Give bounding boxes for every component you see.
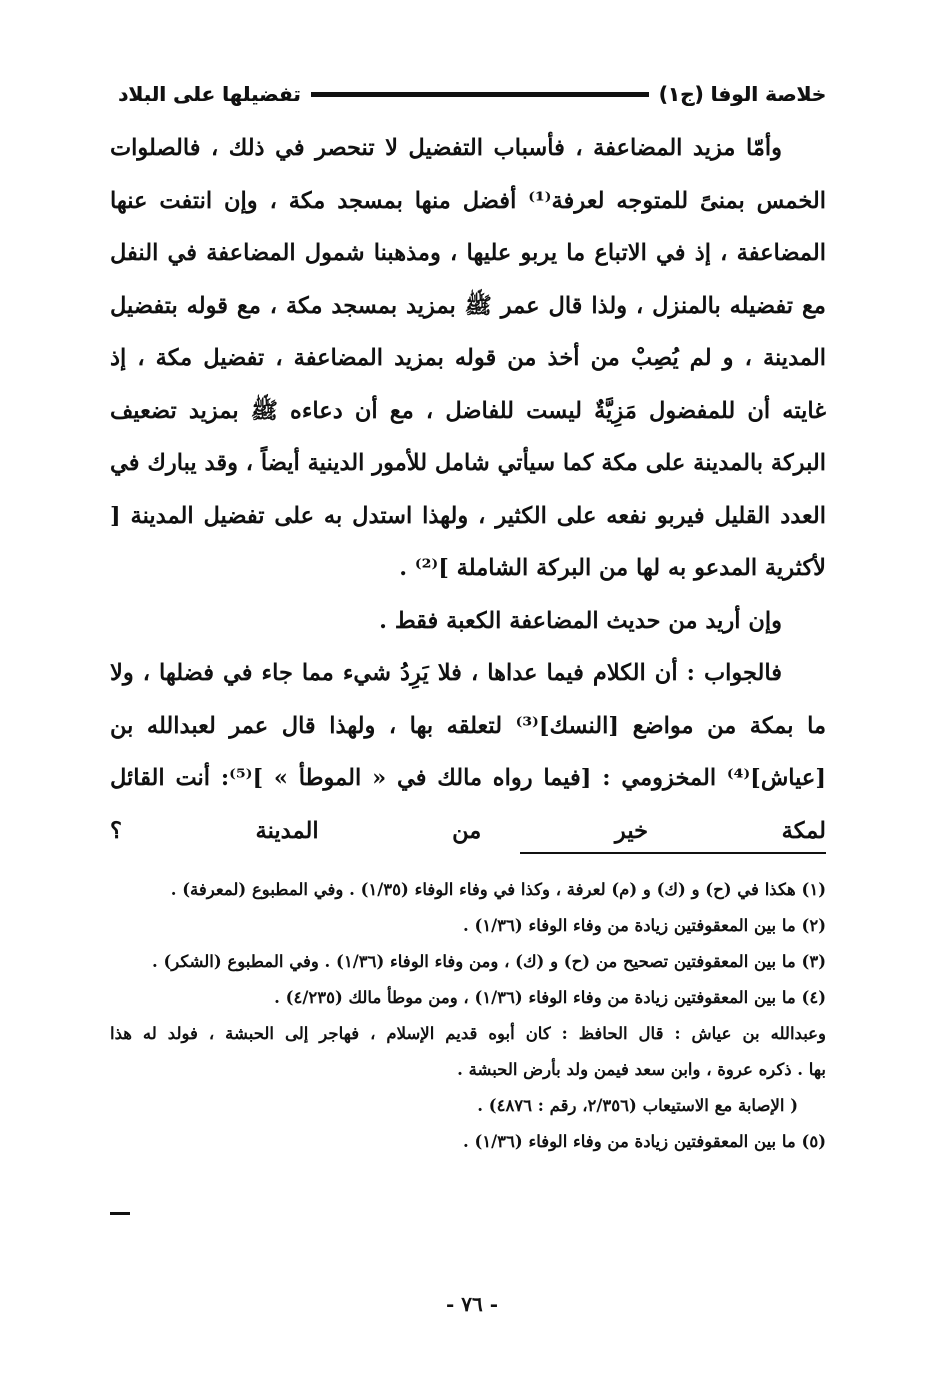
footnote-3: (٣) ما بين المعقوفتين تصحيح من (ح) و (ك) ، ومن وفاء الوفاء (١/٣٦) . وفي المطبوع (الشكر) . <box>152 952 826 971</box>
main-text <box>110 122 826 857</box>
paragraph-3: فالجواب : أن الكلام فيما عداها ، فلا يَرِدُ شيء مما جاء في فضلها ، ولا ما بمكة من مواضع [النسك]⁽³⁾ لتعلقه بها ، ولهذا قال عمر لعبدالله بن [عياش]⁽⁴⁾ المخزومي : [فيما رواه مالك في « الموطأ » ]⁽⁵⁾: أنت القائل لمكة خير من المدينة ؟ <box>110 660 826 844</box>
footnote-4-reference: ( الإصابة مع الاستيعاب (٢/٣٥٦، رقم : ٤٨٧٦) . <box>477 1096 798 1115</box>
footnote-1: (١) هكذا في (ح) و (ك) و (م) لعرفة ، وكذا في وفاء الوفاء (١/٣٥) . وفي المطبوع (لمعرفة) . <box>170 880 826 899</box>
paragraph-2: وإن أريد من حديث المضاعفة الكعبة فقط . <box>379 607 782 634</box>
footnote-separator <box>520 852 826 854</box>
continuation-dash <box>110 1212 130 1215</box>
footnote-4-continuation: وعبدالله بن عياش : قال الحافظ : كان أبوه قديم الإسلام ، فهاجر إلى الحبشة ، فولد له هذا <box>110 1024 826 1043</box>
page-number: - ٧٦ - <box>445 1292 498 1316</box>
footnote-2: (٢) ما بين المعقوفتين زيادة من وفاء الوفاء (١/٣٦) . <box>463 916 826 935</box>
footnotes <box>110 872 826 1160</box>
header-rule <box>311 92 649 97</box>
footnote-5: (٥) ما بين المعقوفتين زيادة من وفاء الوفاء (١/٣٦) . <box>463 1132 826 1151</box>
header-book-title: خلاصة الوفا (ج١) <box>658 82 826 106</box>
footnote-4: (٤) ما بين المعقوفتين زيادة من وفاء الوفاء (١/٣٦) ، ومن موطأ مالك (٤/٢٣٥) . <box>274 988 826 1007</box>
running-header <box>118 80 826 108</box>
header-chapter-title: تفضيلها على البلاد <box>118 82 301 106</box>
footnote-4-continuation-2: بها . ذكره عروة ، وابن سعد فيمن ولد بأرض الحبشة . <box>457 1060 826 1079</box>
paragraph-1: وأمّا مزيد المضاعفة ، فأسباب التفضيل لا تنحصر في ذلك ، فالصلوات الخمس بمنىً للمتوجه لعرفة⁽¹⁾ أفضل منها بمسجد مكة ، وإن انتفت عنها المضاعفة ، إذ في الاتباع ما يربو عليها ، ومذهبنا شمول المضاعفة في النفل مع تفضيله بالمنزل ، ولذا قال عمر ﷺ بمزيد بمسجد مكة ، مع قوله بتفضيل المدينة ، و لم يُصِبْ من أخذ من قوله بمزيد المضاعفة ، تفضيل مكة ، إذ غايته أن للمفضول مَزِيَّةٌ ليست للفاضل ، مع أن دعاءه ﷺ بمزيد تضعيف البركة بالمدينة على مكة كما سيأتي شامل للأمور الدينية أيضاً ، وقد يبارك في العدد القليل فيربو نفعه على الكثير ، ولهذا استدل به على تفضيل المدينة [ لأكثرية المدعو به لها من البركة الشاملة ]⁽²⁾ . <box>110 135 826 581</box>
